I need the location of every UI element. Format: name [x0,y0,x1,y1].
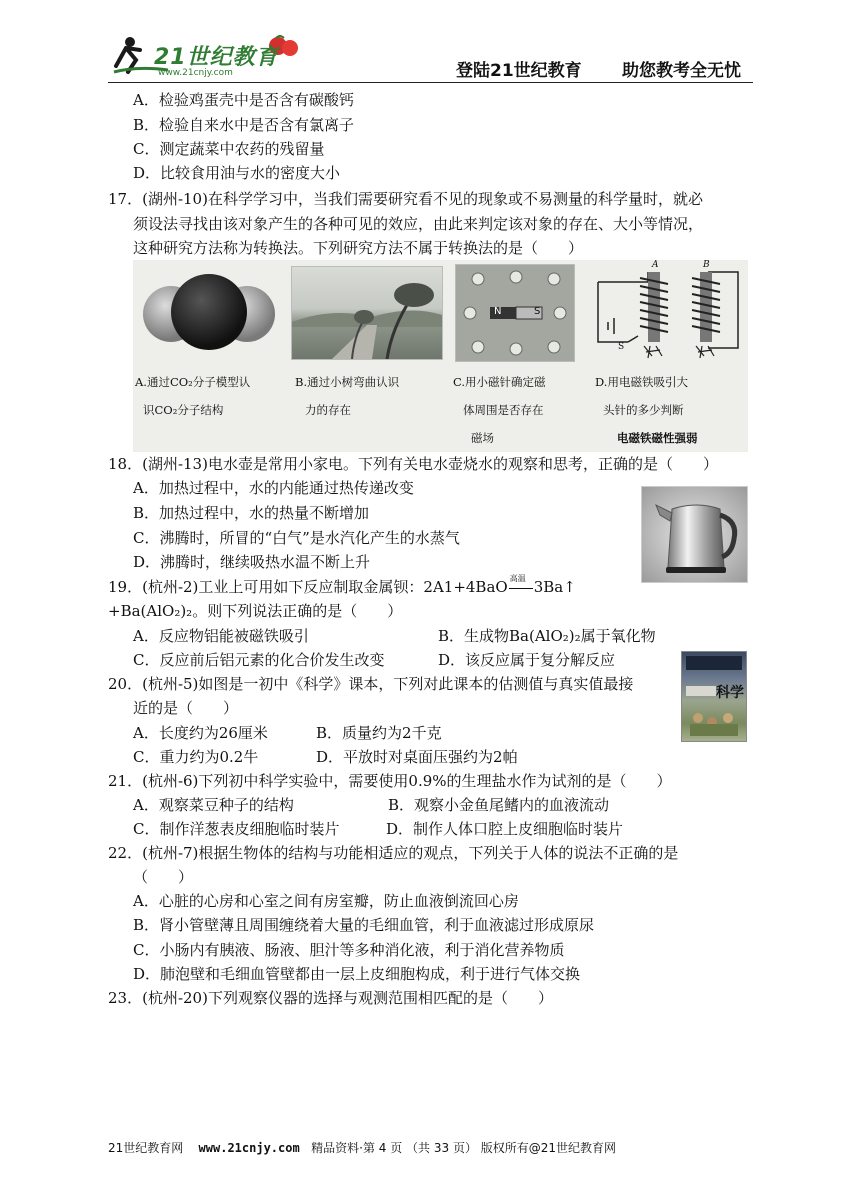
q19-stem-part2: 3Ba↑ [533,578,576,596]
header-rule [108,82,753,83]
logo-text: 21世纪教育 [154,45,279,70]
q22-stem-line2: （ ） [133,868,194,886]
caption-b-line1: B.通过小树弯曲认识 [295,375,400,389]
q20-option-a: A．长度约为26厘米 [133,724,268,742]
q20-stem-line1: 20．(杭州-5)如图是一初中《科学》课本，下列对此课本的估测值与真实值最接 [108,675,634,693]
q18-option-b: B．加热过程中，水的热量不断增加 [133,504,370,522]
circuit-label-s: S [618,342,625,352]
q22-option-b: B．肾小管壁薄且周围缠绕着大量的毛细血管，利于血液滤过形成原尿 [133,916,595,934]
q18-stem: 18．(湖州-13)电水壶是常用小家电。下列有关电水壶烧水的观察和思考，正确的是（ ） [108,455,718,473]
q21-option-a: A．观察菜豆种子的结构 [133,796,294,814]
q22-option-c: C．小肠内有胰液、肠液、胆汁等多种消化液，利于消化营养物质 [133,941,565,959]
caption-b-line2: 力的存在 [305,403,351,417]
magnet-n-label: N [494,306,502,317]
header-slogan-left: 登陆21世纪教育 [456,61,582,81]
header-logo [108,32,308,82]
q23-stem: 23．(杭州-20)下列观察仪器的选择与观测范围相匹配的是（ ） [108,989,553,1007]
q17-stem-line2: 须设法寻找由该对象产生的各种可见的效应，由此来判定该对象的存在、大小等情况， [133,215,704,233]
q20-stem-line2: 近的是（ ） [133,699,239,717]
q16-option-c: C．测定蔬菜中农药的残留量 [133,140,325,158]
q19-option-d: D．该反应属于复分解反应 [438,651,616,669]
caption-c-line1: C.用小磁针确定磁 [453,375,546,389]
page-footer [108,1140,748,1156]
caption-d-line1: D.用电磁铁吸引大 [595,375,688,389]
q21-option-b: B．观察小金鱼尾鳍内的血液流动 [388,796,610,814]
q20-option-d: D．平放时对桌面压强约为2帕 [316,748,518,766]
q20-option-b: B．质量约为2千克 [316,724,442,742]
footer-site: 21世纪教育网 [108,1141,184,1155]
circuit-label-b: B [703,260,710,270]
caption-c-line2: 体周围是否存在 [463,403,544,417]
caption-a-line2: 识CO₂分子结构 [143,403,224,417]
caption-c-line3: 磁场 [471,431,494,445]
q16-option-b: B．检验自来水中是否含有氯离子 [133,116,355,134]
magnet-s-label: S [534,306,541,317]
q18-option-d: D．沸腾时，继续吸热水温不断上升 [133,553,371,571]
q19-option-b: B．生成物Ba(AlO₂)₂属于氧化物 [438,627,656,645]
q19-option-c: C．反应前后铝元素的化合价发生改变 [133,651,385,669]
caption-d-line3: 电磁铁磁性强弱 [617,431,698,445]
caption-a-line1: A.通过CO₂分子模型认 [135,375,251,389]
q19-stem-part1: 19．(杭州-2)工业上可用如下反应制取金属钡：2A1+4BaO [108,578,508,596]
logo-url: www.21cnjy.com [158,68,233,78]
q18-option-a: A．加热过程中，水的内能通过热传递改变 [133,479,414,497]
q20-option-c: C．重力约为0.2牛 [133,748,259,766]
circuit-label-a: A [652,260,659,270]
bent-tree-photo [291,266,443,360]
textbook-cover-image [681,651,747,742]
electromagnet-diagram [588,262,746,362]
q16-option-d: D．比较食用油与水的密度大小 [133,164,341,182]
q22-option-d: D．肺泡壁和毛细血管壁都由一层上皮细胞构成，利于进行气体交换 [133,965,581,983]
caption-d-line2: 头针的多少判断 [603,403,684,417]
compass-magnet-photo [455,264,575,362]
q17-stem-line3: 这种研究方法称为转换法。下列研究方法不属于转换法的是（ ） [133,239,584,257]
q19-stem-line1 [108,574,576,597]
footer-page-info: 精品资料·第 4 页 （共 33 页） 版权所有@21世纪教育网 [311,1141,617,1155]
kettle-photo [641,486,748,583]
q19-reaction-condition: 高温 [509,574,526,583]
q21-stem: 21．(杭州-6)下列初中科学实验中，需要使用0.9%的生理盐水作为试剂的是（ ） [108,772,672,790]
q16-option-a: A．检验鸡蛋壳中是否含有碳酸钙 [133,91,354,109]
q19-option-a: A．反应物铝能被磁铁吸引 [133,627,309,645]
header-slogan-right: 助您教考全无忧 [622,61,741,81]
footer-url[interactable]: www.21cnjy.com [198,1141,300,1155]
q17-figure [133,260,748,452]
q21-option-c: C．制作洋葱表皮细胞临时装片 [133,820,340,838]
q19-reaction-arrow [509,574,533,595]
q17-stem-line1: 17．(湖州-10)在科学学习中，当我们需要研究看不见的现象或不易测量的科学量时，就必 [108,190,703,208]
textbook-title: 科学 [716,685,744,701]
q21-option-d: D．制作人体口腔上皮细胞临时装片 [386,820,624,838]
q22-option-a: A．心脏的心房和心室之间有房室瓣，防止血液倒流回心房 [133,892,519,910]
q18-option-c: C．沸腾时，所冒的“白气”是水汽化产生的水蒸气 [133,529,460,547]
q22-stem-line1: 22．(杭州-7)根据生物体的结构与功能相适应的观点，下列关于人体的说法不正确的是 [108,844,679,862]
co2-model-image [139,266,279,356]
q19-stem-line2: +Ba(AlO₂)₂。则下列说法正确的是（ ） [108,602,403,620]
